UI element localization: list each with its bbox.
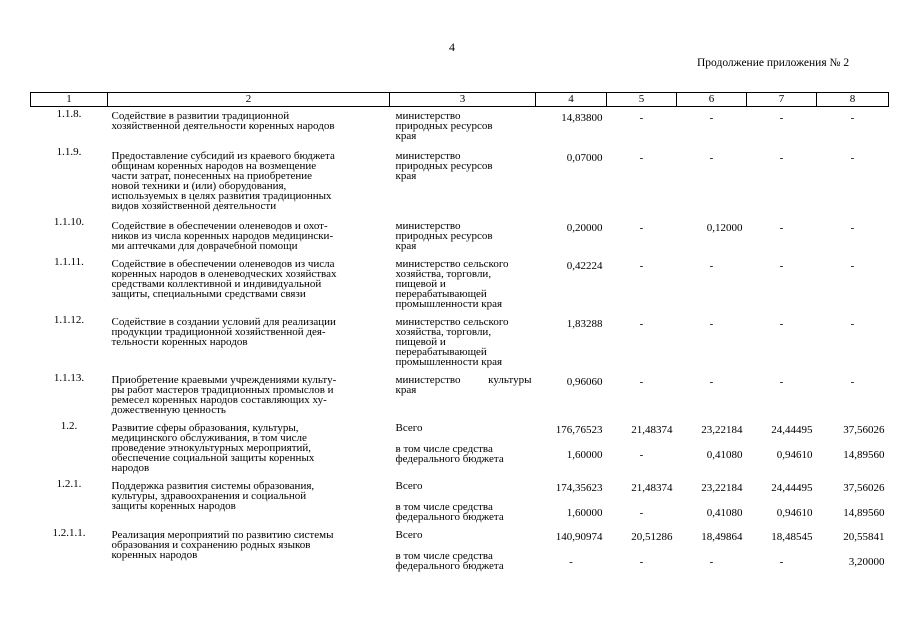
value-cell (677, 145, 747, 215)
table-row (31, 477, 889, 526)
value-cell (607, 477, 677, 526)
value-cell (607, 419, 677, 477)
executor-line: перерабатывающей (395, 346, 487, 358)
item-description (108, 255, 390, 313)
item-number: 1.1.12. (53, 314, 85, 326)
value-cell (747, 526, 817, 575)
amount-v7: - (779, 112, 784, 124)
amount-v4: 176,76523 (555, 424, 603, 436)
executor-line: федерального бюджета (395, 560, 504, 572)
executor-primary (396, 221, 532, 251)
executor-line: края (395, 384, 417, 396)
executor-cell (390, 477, 536, 526)
executor-line: министерство сельского (395, 316, 509, 328)
executor-primary (396, 530, 532, 540)
description-line: коренных народов в оленеводческих хозяйствах (111, 268, 337, 280)
item-number: 1.2. (60, 420, 78, 432)
amount-v4: 0,96060 (566, 376, 603, 388)
value-cell (536, 313, 607, 371)
amount-v5: 21,48374 (631, 482, 673, 494)
value-cell (607, 526, 677, 575)
value-cell (817, 255, 889, 313)
description-line: Развитие сферы образования, культуры, (111, 422, 299, 434)
value-cell (817, 477, 889, 526)
value-cell (607, 371, 677, 419)
description-line: Содействие в обеспечении оленеводов и охот- (111, 220, 328, 232)
amount-v8: - (850, 260, 855, 272)
description-line: медицинского обслуживания, в том числе (111, 432, 307, 444)
value-cell (677, 526, 747, 575)
executor-line: министерство сельского (395, 258, 509, 270)
amount-v7: - (779, 376, 784, 388)
description-line: ников из числа коренных народов медицински- (111, 230, 334, 242)
value-cell (747, 371, 817, 419)
amount-v5: - (639, 318, 644, 330)
value-cell (677, 215, 747, 255)
value-cell (747, 215, 817, 255)
item-number: 1.1.10. (53, 216, 85, 228)
amount-v5: 21,48374 (631, 424, 673, 436)
description-line: защиты коренных народов (111, 500, 236, 512)
description-line: средствами коллективной и индивидуальной (111, 278, 322, 290)
description-line: ремесел коренных народов составляющих ху- (111, 394, 327, 406)
executor-primary (396, 375, 532, 395)
executor-federal (396, 444, 532, 464)
item-number: 1.2.1. (56, 478, 82, 490)
amount-v7: - (779, 222, 784, 234)
table-row (31, 255, 889, 313)
amount-v5: - (639, 449, 644, 461)
description-line: культуры, здравоохранения и социальной (111, 490, 307, 502)
page-number: 4 (449, 40, 455, 54)
header-col-4: 4 (536, 93, 607, 107)
item-description (108, 477, 390, 526)
amount-v7: - (779, 152, 784, 164)
item-description (108, 215, 390, 255)
amount-v8: 37,56026 (843, 424, 885, 436)
executor-line: Всего (395, 422, 423, 434)
executor-line: министерство (395, 220, 461, 232)
item-description (108, 419, 390, 477)
executor-line: хозяйства, торговли, (395, 268, 492, 280)
amount-v7: - (779, 318, 784, 330)
table-header-row (31, 93, 889, 107)
description-line: продукции традиционной хозяйственной дея- (111, 326, 326, 338)
value-cell (817, 419, 889, 477)
description-line: видов хозяйственной деятельности (111, 200, 277, 212)
description-line: используемых в целях развития традиционных (111, 190, 332, 202)
value-cell (747, 145, 817, 215)
executor-line: пищевой и (395, 336, 446, 348)
executor-line: министерство (395, 110, 461, 122)
value-cell (747, 107, 817, 146)
value-cell (677, 255, 747, 313)
value-cell (747, 477, 817, 526)
value-cell (536, 419, 607, 477)
value-cell (536, 215, 607, 255)
description-line: обеспечение социальной защиты коренных (111, 452, 315, 464)
executor-primary (396, 481, 532, 491)
value-cell (536, 526, 607, 575)
executor-line: федерального бюджета (395, 511, 504, 523)
executor-line: министерство (395, 150, 461, 162)
amount-v6: 18,49864 (701, 531, 743, 543)
item-description (108, 313, 390, 371)
header-col-2: 2 (108, 93, 390, 107)
executor-primary (396, 151, 532, 181)
value-cell (607, 313, 677, 371)
item-description (108, 107, 390, 146)
executor-cell (390, 255, 536, 313)
amount-v7: 18,48545 (771, 531, 813, 543)
executor-line: природных ресурсов (395, 160, 493, 172)
executor-cell (390, 215, 536, 255)
item-description (108, 145, 390, 215)
amount-v8: 37,56026 (843, 482, 885, 494)
amount-v4: 14,83800 (561, 112, 603, 124)
executor-cell (390, 526, 536, 575)
table-row (31, 526, 889, 575)
description-line: защиты, специальными средствами связи (111, 288, 306, 300)
executor-cell (390, 371, 536, 419)
amount-v7: 0,94610 (776, 449, 813, 461)
amount-v6: 23,22184 (701, 424, 743, 436)
amount-v4: 0,07000 (566, 152, 603, 164)
description-line: дожественную ценность (111, 404, 226, 416)
amount-v7: 0,94610 (776, 507, 813, 519)
amount-v4: 174,35623 (555, 482, 603, 494)
amount-v6: - (709, 112, 714, 124)
value-cell (817, 215, 889, 255)
value-cell (677, 419, 747, 477)
item-number: 1.1.8. (56, 108, 82, 120)
item-number: 1.1.13. (53, 372, 85, 384)
amount-v8: - (850, 222, 855, 234)
amount-v4: 0,20000 (566, 222, 603, 234)
description-line: общинам коренных народов на возмещение (111, 160, 317, 172)
description-line: новой техники и (или) оборудования, (111, 180, 287, 192)
item-description (108, 526, 390, 575)
executor-line: природных ресурсов (395, 230, 493, 242)
amount-v6: 0,41080 (706, 449, 743, 461)
table-row (31, 107, 889, 146)
executor-line: министерство культуры (395, 374, 532, 386)
description-line: тельности коренных народов (111, 336, 248, 348)
amount-v8: 20,55841 (843, 531, 885, 543)
value-cell (536, 145, 607, 215)
value-cell (607, 215, 677, 255)
executor-federal (396, 551, 532, 571)
value-cell (607, 107, 677, 146)
executor-line: в том числе средства (395, 550, 493, 562)
value-cell (607, 255, 677, 313)
description-line: хозяйственной деятельности коренных народов (111, 120, 335, 132)
amount-v8: 3,20000 (848, 556, 885, 568)
value-cell (536, 255, 607, 313)
value-cell (747, 313, 817, 371)
value-cell (536, 477, 607, 526)
amount-v6: - (709, 318, 714, 330)
value-cell (677, 371, 747, 419)
executor-line: края (395, 240, 417, 252)
value-cell (536, 371, 607, 419)
amount-v5: - (639, 376, 644, 388)
executor-line: природных ресурсов (395, 120, 493, 132)
executor-line: федерального бюджета (395, 453, 504, 465)
executor-line: края (395, 130, 417, 142)
description-line: Содействие в развитии традиционной (111, 110, 290, 122)
executor-federal (396, 502, 532, 522)
executor-primary (396, 259, 532, 309)
header-col-3: 3 (390, 93, 536, 107)
executor-line: в том числе средства (395, 501, 493, 513)
value-cell (747, 419, 817, 477)
item-description (108, 371, 390, 419)
value-cell (536, 107, 607, 146)
amount-v8: - (850, 112, 855, 124)
description-line: Содействие в создании условий для реализации (111, 316, 336, 328)
amount-v5: - (639, 260, 644, 272)
executor-cell (390, 145, 536, 215)
description-line: Реализация мероприятий по развитию системы (111, 529, 334, 541)
value-cell (677, 477, 747, 526)
amount-v6: - (709, 556, 714, 568)
header-col-6: 6 (677, 93, 747, 107)
description-line: Предоставление субсидий из краевого бюджета (111, 150, 335, 162)
item-number: 1.1.11. (54, 256, 84, 268)
header-col-5: 5 (607, 93, 677, 107)
description-line: народов (111, 462, 150, 474)
amount-v4: 0,42224 (566, 260, 603, 272)
value-cell (677, 107, 747, 146)
description-line: образования и сохранению родных языков (111, 539, 311, 551)
amount-v5: - (639, 556, 644, 568)
executor-line: Всего (395, 529, 423, 541)
header-col-8: 8 (817, 93, 889, 107)
amount-v7: 24,44495 (771, 482, 813, 494)
value-cell (817, 313, 889, 371)
table-row (31, 371, 889, 419)
amount-v7: 24,44495 (771, 424, 813, 436)
executor-line: промышленности края (395, 356, 503, 368)
executor-primary (396, 317, 532, 367)
amount-v4: - (569, 556, 573, 568)
executor-cell (390, 313, 536, 371)
description-line: Поддержка развития системы образования, (111, 480, 315, 492)
value-cell (747, 255, 817, 313)
item-number: 1.1.9. (56, 146, 82, 158)
amount-v5: - (639, 507, 644, 519)
amount-v6: 0,12000 (706, 222, 743, 234)
description-line: части затрат, понесенных на приобретение (111, 170, 313, 182)
amount-v4: 1,83288 (566, 318, 603, 330)
executor-cell (390, 107, 536, 146)
executor-line: промышленности края (395, 298, 503, 310)
header-col-7: 7 (747, 93, 817, 107)
amount-v7: - (779, 260, 784, 272)
amount-v5: 20,51286 (631, 531, 673, 543)
amount-v6: 23,22184 (701, 482, 743, 494)
amount-v8: - (850, 152, 855, 164)
value-cell (817, 371, 889, 419)
continuation-label: Продолжение приложения № 2 (697, 57, 850, 69)
item-number: 1.2.1.1. (52, 527, 86, 539)
executor-primary (396, 111, 532, 141)
table-row (31, 313, 889, 371)
amount-v4: 140,90974 (555, 531, 603, 543)
value-cell (817, 145, 889, 215)
amount-v5: - (639, 222, 644, 234)
executor-line: пищевой и (395, 278, 446, 290)
header-col-1: 1 (31, 93, 108, 107)
executor-line: края (395, 170, 417, 182)
amount-v4: 1,60000 (566, 449, 603, 461)
amount-v7: - (779, 556, 784, 568)
description-line: проведение этнокультурных мероприятий, (111, 442, 312, 454)
table-row (31, 419, 889, 477)
value-cell (677, 313, 747, 371)
description-line: коренных народов (111, 549, 198, 561)
executor-cell (390, 419, 536, 477)
executor-line: Всего (395, 480, 423, 492)
description-line: ры работ мастеров традиционных промыслов и (111, 384, 334, 396)
amount-v6: 0,41080 (706, 507, 743, 519)
description-line: Содействие в обеспечении оленеводов из числа (111, 258, 335, 270)
value-cell (607, 145, 677, 215)
executor-line: хозяйства, торговли, (395, 326, 492, 338)
table-row (31, 215, 889, 255)
description-line: ми аптечками для доврачебной помощи (111, 240, 298, 252)
value-cell (817, 526, 889, 575)
amount-v6: - (709, 152, 714, 164)
amount-v4: 1,60000 (566, 507, 603, 519)
executor-primary (396, 423, 532, 433)
table-row (31, 145, 889, 215)
value-cell (817, 107, 889, 146)
executor-line: в том числе средства (395, 443, 493, 455)
amount-v5: - (639, 152, 644, 164)
amount-v6: - (709, 376, 714, 388)
amount-v8: 14,89560 (843, 507, 885, 519)
program-table (30, 92, 889, 575)
amount-v8: 14,89560 (843, 449, 885, 461)
amount-v6: - (709, 260, 714, 272)
executor-line: перерабатывающей (395, 288, 487, 300)
amount-v8: - (850, 376, 855, 388)
description-line: Приобретение краевыми учреждениями культу- (111, 374, 337, 386)
amount-v8: - (850, 318, 855, 330)
amount-v5: - (639, 112, 644, 124)
